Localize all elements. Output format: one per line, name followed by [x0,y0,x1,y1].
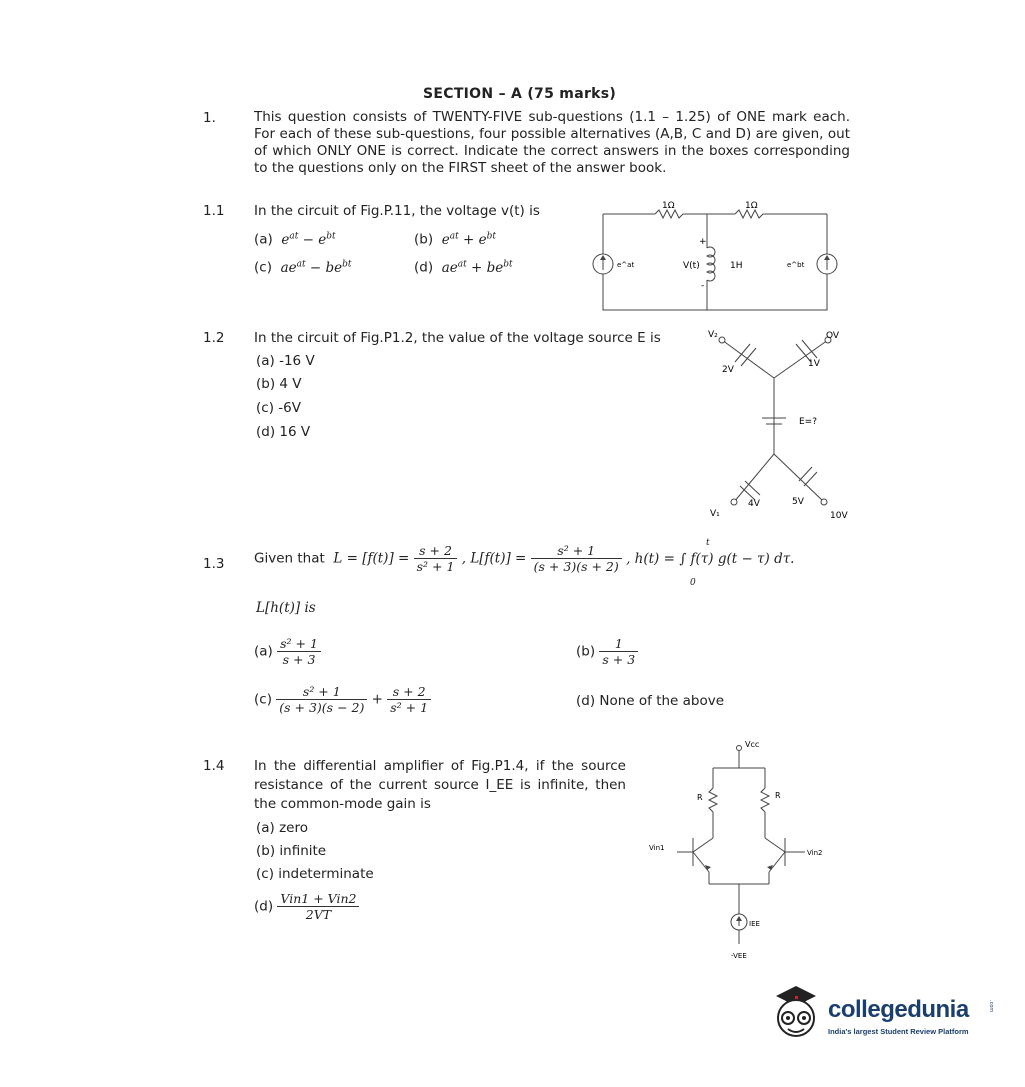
question-number: 1. [203,110,216,126]
option-c: (c) -6V [256,400,301,416]
source-label: 4V [748,499,760,509]
option-b: (b) infinite [256,843,327,859]
option-a: (a) $e^{at} - e^{bt}$ [254,231,336,248]
circuit-figure-p1-1 [585,198,845,320]
question-text: In the differential amplifier of Fig.P1.4, if the source resistance of the current source I_EE is infinite, then the common-mode gain is [254,758,626,812]
resistor-label: 1Ω [745,201,758,211]
option-c: (c) $\frac{\text{s² + 1}}{(s + 3)(s - 2)}$ + $\frac{s + 2}{\text{s² + 1}}$ [254,684,431,715]
node-label: V₂ [708,330,718,340]
option-d: (d) 16 V [256,424,311,440]
inductor-label: 1H [730,261,743,271]
instructions-paragraph: This question consists of TWENTY-FIVE sub-questions (1.1 – 1.25) of ONE mark each. For each of these sub-questions, four possible alternatives (A,B, C and D) are given, out of which ONLY ONE is correct. Indicate the correct answers in the boxes corresponding to the questions only on the FIRST sheet of the answer book. [254,109,850,176]
option-d: (d) $ae^{at} + be^{bt}$ [414,259,513,276]
section-title: SECTION – A (75 marks) [423,86,617,102]
question-number: 1.2 [203,330,225,346]
option-d: (d) $\frac{\text{Vin1 + Vin2}}{2VT}$ [254,891,359,922]
node-label: V₁ [710,509,720,519]
source-label: 2V [722,365,734,375]
option-b: (b) $\frac{1}{s + 3}$ [576,636,638,667]
supply-label: Vcc [745,740,760,749]
source-label: E=? [799,417,818,427]
integral-lower: 0 [690,578,696,588]
svg-text:-: - [701,281,705,291]
option-d: (d) None of the above [576,693,725,709]
question-number: 1.1 [203,203,225,219]
option-b: (b) 4 V [256,376,302,392]
question-text: In the circuit of Fig.P.11, the voltage v(t) is [254,203,540,219]
node-label: OV [826,331,840,341]
source-label: e^at [617,261,635,269]
option-a: (a) $\frac{\text{s² + 1}}{s + 3}$ [254,636,321,667]
resistor-label: R [697,793,703,802]
input-label: Vin1 [649,844,665,852]
logo-wordmark: collegedunia [828,996,969,1023]
collegedunia-logo [766,982,996,1052]
logo-tagline: India's largest Student Review Platform [828,1027,969,1036]
voltage-label: V(t) [683,261,700,271]
current-source-label: IEE [749,920,760,928]
supply-label: -VEE [731,952,747,960]
option-b: (b) $e^{at} + e^{bt}$ [414,231,496,248]
option-c: (c) $ae^{at} - be^{bt}$ [254,259,352,276]
source-label: e^bt [787,261,805,269]
circuit-figure-p1-4 [645,734,845,966]
integral-upper: t [706,538,710,548]
question-text: In the circuit of Fig.P1.2, the value of the voltage source E is [254,330,661,346]
resistor-label: R [775,791,781,800]
input-label: Vin2 [807,849,823,857]
svg-text:+: + [699,237,707,247]
node-label: 10V [830,511,848,521]
option-a: (a) zero [256,820,309,836]
circuit-figure-p1-2 [700,322,860,522]
mascot-icon [766,982,828,1048]
question-text: L[h(t)] is [256,600,316,616]
option-a: (a) -16 V [256,353,315,369]
logo-domain: .com [988,1000,994,1013]
given-equation: Given that L = [f(t)] = $\frac{s + 2}{\text{s² + 1}}$ , L[f(t)] = $\frac{\text{s² + 1}}{(s + 3)(s + 2)}$ , h(t) = ∫ f(τ) g(t − τ) dτ. [254,543,795,574]
question-number: 1.3 [203,556,225,572]
source-label: 1V [808,359,820,369]
resistor-label: 1Ω [662,201,675,211]
option-c: (c) indeterminate [256,866,374,882]
question-number: 1.4 [203,758,225,774]
source-label: 5V [792,497,804,507]
